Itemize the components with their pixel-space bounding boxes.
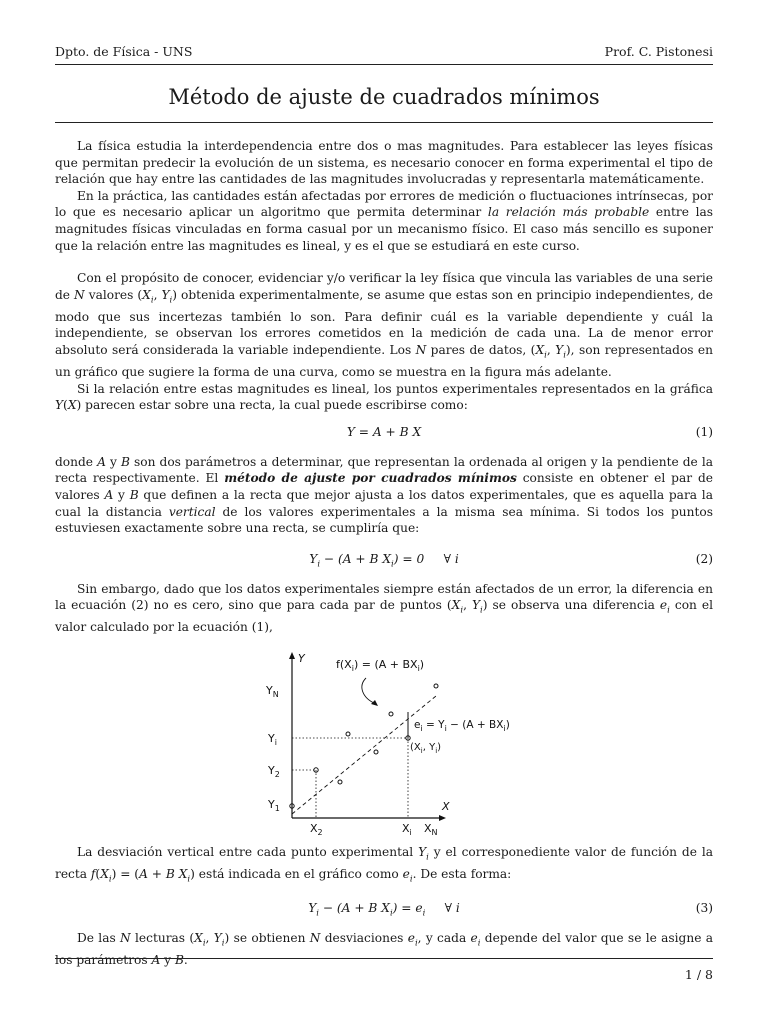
title-rule — [55, 122, 713, 123]
paragraph-practice: En la práctica, las cantidades están afectadas por errores de medición o fluctuaciones intrínsecas, por lo que es necesario aplicar un algoritmo que permita determinar la relación más probable entre las magnitudes físicas vinculadas en forma casual por un mecanismo físico. El caso más sencillo es suponer que la relación entre las magnitudes es lineal, y es el que se estudiará en este curso. — [55, 188, 713, 253]
paragraph-intro: La física estudia la interdependencia entre dos o mas magnitudes. Para establecer las leyes físicas que permitan predecir la evolución de un sistema, es necesario conocer en forma experimental el tipo de relación que hay entre las cantidades de las magnitudes involucradas y representarla matemáticamente. — [55, 139, 713, 187]
equation-3: $Y_i - (A + B$ $X_i) = e_i$ ∀ i (3) — [308, 901, 713, 919]
document-body — [55, 138, 713, 969]
least-squares-figure — [254, 646, 514, 837]
paragraph-params: donde A y B son dos parámetros a determinar, que representan la ordenada al origen y la pendiente de la recta respectivamente. El método de ajuste por cuadrados mínimos consiste en obtener el par de valores A y B que definen a la recta que mejor ajusta a los datos experimentales, que es aquella para la cual la distancia vertical de los valores experimentales a la misma sea mínima. Si todos los puntos estuviesen exactamente sobre una recta, se cumpliría que: — [55, 454, 714, 536]
point-label: ($X_i$, $Y_i$) — [410, 741, 442, 755]
equation-1: Y = A + B X (1) — [346, 424, 713, 439]
xi-label: $X_i$ — [402, 821, 412, 837]
document-page — [55, 0, 713, 1024]
equation-2: $Y_i - (A + B$ $X_i) = 0$ ∀ i (2) — [309, 551, 713, 570]
y1-label: $Y_1$ — [268, 797, 280, 813]
emphasis-relacion: la relación más probable — [487, 205, 650, 220]
paragraph-deviation: La desviación vertical entre cada punto experimental $Y_i$ y el corresponediente valor de función de la recta $f(X_i) = (A + B$ $X_i$) está indicada en el gráfico como $e_i$. De esta forma: — [55, 844, 714, 885]
yn-label: $Y_N$ — [266, 683, 279, 699]
paragraph-error: Sin embargo, dado que los datos experimentales siempre están afectados de un error, la diferencia en la ecuación (2) no es cero, sino que para cada par de puntos ($X_i$, $Y_i$) se observa una diferencia $e_i$ con el valor calculado por la ecuación (1), — [55, 581, 714, 635]
equation-1-number: (1) — [695, 424, 713, 439]
yi-label: $Y_i$ — [268, 731, 277, 747]
page-title: Método de ajuste de cuadrados mínimos — [168, 85, 600, 109]
paragraph-readings: De las N lecturas ($X_i$, $Y_i$) se obtienen N desviaciones $e_i$, y cada $e_i$ depende del valor que se le asigne a los parámetros A y B. — [55, 931, 713, 968]
header-department: Dpto. de Física - UNS — [55, 44, 193, 59]
equation-2-number: (2) — [695, 551, 713, 566]
bold-method: método de ajuste por cuadrados mínimos — [224, 471, 517, 486]
footer-rule — [55, 958, 713, 959]
equation-3-number: (3) — [695, 901, 713, 916]
y-axis-label: Y — [298, 651, 305, 665]
header-rule — [55, 64, 713, 65]
header-author: Prof. C. Pistonesi — [604, 44, 713, 59]
paragraph-purpose: Con el propósito de conocer, evidenciar y/o verificar la ley física que vincula las variables de una serie de N valores ($X_i$, $Y_i$) obtenida experimentalmente, se asume que estas son en principio independientes, de modo que sus incertezas también lo son. Para definir cuál es la variable dependiente y cuál la independiente, se observan los errores cometidos en la medición de cada una. La de menor error absoluto será considerada la variable independiente. Los N pares de datos, ($X_i$, $Y_i$), son representados en un gráfico que sugiere la forma de una curva, como se muestra en la figura más adelante. — [55, 271, 714, 379]
x-axis-label: X — [442, 799, 450, 813]
paragraph-linear: Si la relación entre estas magnitudes es lineal, los puntos experimentales representados en la gráfica Y(X) parecen estar sobre una recta, la cual puede escribirse como: — [55, 381, 713, 413]
e-label: $e_i = Y_i - (A + BX_i)$ — [414, 718, 510, 733]
f-label: $f(X_i) = (A + BX_i)$ — [336, 657, 425, 673]
page-number: 1 / 8 — [684, 967, 713, 982]
y2-label: $Y_2$ — [268, 763, 280, 779]
x2-label: $X_2$ — [310, 821, 323, 837]
xn-label: $X_N$ — [424, 821, 438, 837]
